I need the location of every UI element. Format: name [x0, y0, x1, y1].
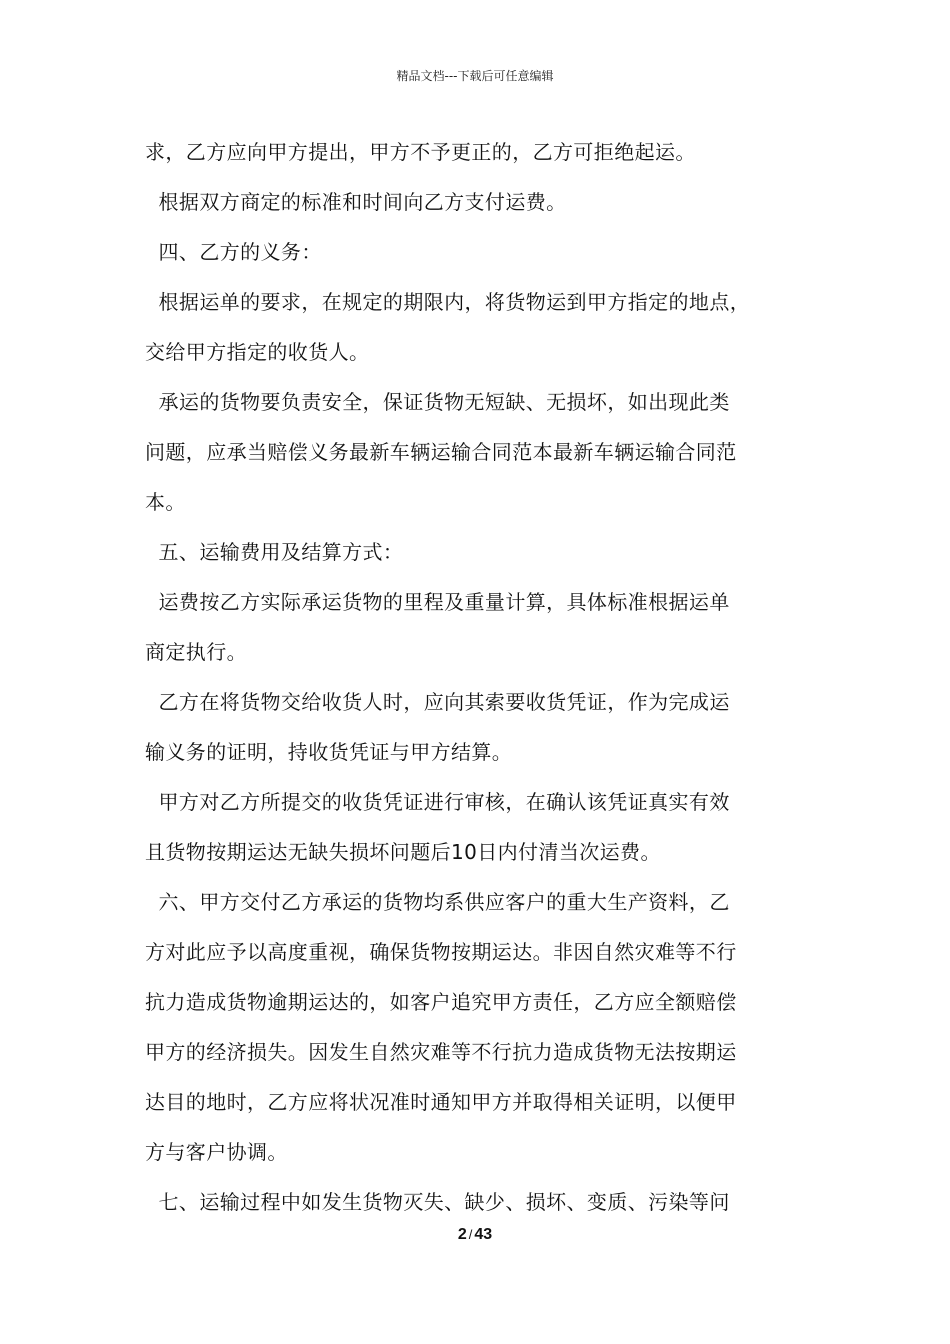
- body-line: 甲方对乙方所提交的收货凭证进行审核，在确认该凭证真实有效: [145, 790, 730, 814]
- total-pages-number: 43: [474, 1226, 493, 1243]
- section-heading: 四、乙方的义务：: [145, 240, 322, 264]
- page-number: [0, 1226, 950, 1244]
- document-body: [145, 127, 815, 1227]
- body-line: 甲方的经济损失。因发生自然灾难等不行抗力造成货物无法按期运: [145, 1040, 737, 1064]
- page-separator: /: [468, 1227, 473, 1242]
- body-line: 输义务的证明，持收货凭证与甲方结算。: [145, 740, 513, 764]
- body-line: 达目的地时，乙方应将状况准时通知甲方并取得相关证明，以便甲: [145, 1090, 737, 1114]
- body-line: 本。: [145, 490, 186, 514]
- body-line: 问题，应承当赔偿义务最新车辆运输合同范本最新车辆运输合同范: [145, 440, 737, 464]
- body-line: 求，乙方应向甲方提出，甲方不予更正的，乙方可拒绝起运。: [145, 140, 696, 164]
- body-line: 方对此应予以高度重视，确保货物按期运达。非因自然灾难等不行: [145, 940, 737, 964]
- body-line: 根据双方商定的标准和时间向乙方支付运费。: [145, 190, 567, 214]
- body-line: 方与客户协调。: [145, 1140, 288, 1164]
- page-header: 精品文档---下载后可任意编辑: [396, 69, 554, 83]
- section-heading: 七、运输过程中如发生货物灭失、缺少、损坏、变质、污染等问: [145, 1190, 730, 1214]
- body-line: 乙方在将货物交给收货人时，应向其索要收货凭证，作为完成运: [145, 690, 730, 714]
- section-heading: 六、甲方交付乙方承运的货物均系供应客户的重大生产资料，乙: [145, 890, 730, 914]
- body-line: 运费按乙方实际承运货物的里程及重量计算，具体标准根据运单: [145, 590, 730, 614]
- section-heading: 五、运输费用及结算方式：: [145, 540, 404, 564]
- body-line: 承运的货物要负责安全，保证货物无短缺、无损坏，如出现此类: [145, 390, 730, 414]
- body-line: 且货物按期运达无缺失损坏问题后10日内付清当次运费。: [145, 840, 661, 864]
- body-line: 交给甲方指定的收货人。: [145, 340, 370, 364]
- body-line: 商定执行。: [145, 640, 247, 664]
- body-line: 根据运单的要求，在规定的期限内，将货物运到甲方指定的地点，: [145, 290, 751, 314]
- current-page-number: 2: [457, 1226, 467, 1243]
- body-line: 抗力造成货物逾期运达的，如客户追究甲方责任，乙方应全额赔偿: [145, 990, 737, 1014]
